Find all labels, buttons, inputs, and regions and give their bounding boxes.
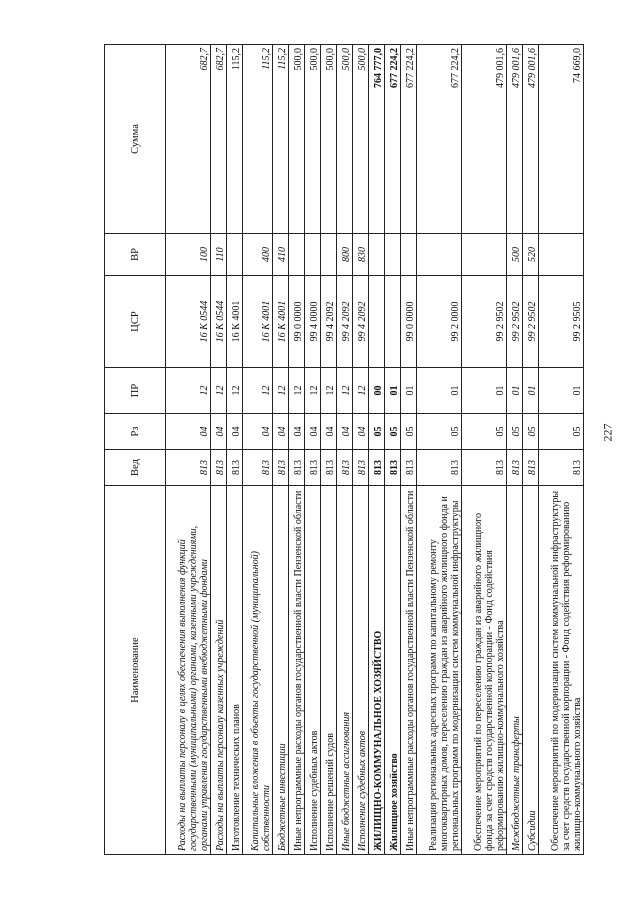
cell-sum: 764 777,0 (369, 45, 385, 234)
cell-vr: 500 (506, 234, 522, 276)
cell-pr: 12 (227, 368, 243, 414)
cell-ved: 813 (538, 450, 583, 486)
cell-sum: 677 224,2 (400, 45, 416, 234)
cell-pr: 12 (242, 368, 273, 414)
cell-pr: 01 (538, 368, 583, 414)
cell-name: Обеспечение мероприятий по модернизации систем коммунальной инфраструктуры за счет средств государственной корпорации - Фонд содействия реформированию жилищно-коммунального хозяйства (538, 486, 583, 855)
cell-ved: 813 (506, 450, 522, 486)
table-row (384, 45, 400, 855)
cell-sum: 500,0 (353, 45, 369, 234)
cell-sum: 677 224,2 (416, 45, 461, 234)
cell-sum: 500,0 (305, 45, 321, 234)
table-row (461, 45, 506, 855)
table-row (400, 45, 416, 855)
table-row (305, 45, 321, 855)
cell-name: Исполнение судебных актов (353, 486, 369, 855)
cell-ved: 813 (416, 450, 461, 486)
header-sum: Сумма (105, 45, 166, 234)
cell-csr: 99 4 2092 (337, 276, 353, 368)
cell-sum: 677 224,2 (384, 45, 400, 234)
cell-name: Исполнение решений судов (321, 486, 337, 855)
rotated-table-container (104, 45, 584, 855)
cell-vr: 800 (337, 234, 353, 276)
cell-ved: 813 (461, 450, 506, 486)
cell-vr (416, 234, 461, 276)
table-row (211, 45, 227, 855)
page-number: 227 (600, 423, 615, 442)
table-row (538, 45, 583, 855)
cell-csr: 99 2 0000 (416, 276, 461, 368)
cell-rz: 04 (211, 414, 227, 450)
cell-rz: 04 (321, 414, 337, 450)
cell-sum: 500,0 (289, 45, 305, 234)
cell-ved: 813 (305, 450, 321, 486)
table-row (289, 45, 305, 855)
cell-pr: 12 (353, 368, 369, 414)
table-header-row (105, 45, 166, 855)
cell-sum: 115,2 (242, 45, 273, 234)
cell-rz: 04 (289, 414, 305, 450)
cell-ved: 813 (211, 450, 227, 486)
cell-rz: 05 (369, 414, 385, 450)
cell-pr: 00 (369, 368, 385, 414)
cell-sum: 500,0 (321, 45, 337, 234)
cell-name: Иные непрограммные расходы органов государственной власти Пензенской области (289, 486, 305, 855)
cell-rz: 04 (242, 414, 273, 450)
table-row (369, 45, 385, 855)
header-vr: ВР (105, 234, 166, 276)
cell-pr: 12 (273, 368, 289, 414)
cell-vr: 400 (242, 234, 273, 276)
cell-name: Капитальные вложения в объекты государственной (муниципальной) собственности (242, 486, 273, 855)
cell-ved: 813 (400, 450, 416, 486)
cell-csr (384, 276, 400, 368)
cell-pr: 12 (289, 368, 305, 414)
cell-name: ЖИЛИЩНО-КОММУНАЛЬНОЕ ХОЗЯЙСТВО (369, 486, 385, 855)
cell-ved: 813 (384, 450, 400, 486)
cell-name: Расходы на выплаты персоналу казенных учреждений (211, 486, 227, 855)
cell-csr: 99 2 9505 (538, 276, 583, 368)
cell-csr: 16 К 4001 (242, 276, 273, 368)
cell-vr (384, 234, 400, 276)
cell-csr: 99 4 0000 (305, 276, 321, 368)
table-row (506, 45, 522, 855)
cell-vr (305, 234, 321, 276)
table-row (227, 45, 243, 855)
cell-vr: 410 (273, 234, 289, 276)
cell-name: Иные непрограммные расходы органов государственной власти Пензенской области (400, 486, 416, 855)
cell-pr: 12 (305, 368, 321, 414)
cell-name: Межбюджетные трансферты (506, 486, 522, 855)
cell-ved: 813 (242, 450, 273, 486)
cell-csr: 99 4 2092 (321, 276, 337, 368)
cell-rz: 05 (461, 414, 506, 450)
cell-vr (227, 234, 243, 276)
cell-rz: 05 (538, 414, 583, 450)
cell-rz: 05 (416, 414, 461, 450)
cell-vr (289, 234, 305, 276)
cell-pr: 12 (337, 368, 353, 414)
cell-pr: 01 (506, 368, 522, 414)
cell-name: Субсидии (522, 486, 538, 855)
cell-name: Жилищное хозяйство (384, 486, 400, 855)
header-rz: Рз (105, 414, 166, 450)
cell-vr: 830 (353, 234, 369, 276)
table-row (353, 45, 369, 855)
cell-sum: 479 001,6 (506, 45, 522, 234)
cell-csr: 16 К 0544 (211, 276, 227, 368)
cell-rz: 05 (384, 414, 400, 450)
cell-ved: 813 (273, 450, 289, 486)
cell-name: Реализация региональных адресных программ по капитальному ремонту многоквартирных домов, переселению граждан из аварийного жилищного фонда и региональных программ по модернизации систем коммунальной инфраструктуры (416, 486, 461, 855)
cell-vr (321, 234, 337, 276)
table-body (166, 45, 584, 855)
cell-sum: 479 001,6 (522, 45, 538, 234)
cell-name: Расходы на выплаты персоналу в целях обеспечения выполнения функций государственными (муниципальными) органами, казенными учреждениями, органами управления государственными внебюджетными фондами (166, 486, 211, 855)
cell-pr: 12 (166, 368, 211, 414)
cell-csr: 16 К 0544 (166, 276, 211, 368)
cell-pr: 01 (400, 368, 416, 414)
cell-csr (369, 276, 385, 368)
cell-csr: 99 2 9502 (522, 276, 538, 368)
cell-rz: 04 (337, 414, 353, 450)
cell-csr: 99 4 2092 (353, 276, 369, 368)
cell-rz: 04 (166, 414, 211, 450)
header-ved: Вед (105, 450, 166, 486)
cell-vr: 100 (166, 234, 211, 276)
cell-ved: 813 (353, 450, 369, 486)
cell-name: Исполнение судебных актов (305, 486, 321, 855)
cell-rz: 05 (522, 414, 538, 450)
cell-sum: 74 669,0 (538, 45, 583, 234)
cell-csr: 99 2 9502 (461, 276, 506, 368)
cell-csr: 16 К 4001 (227, 276, 243, 368)
cell-vr: 520 (522, 234, 538, 276)
cell-sum: 682,7 (166, 45, 211, 234)
cell-sum: 479 001,6 (461, 45, 506, 234)
cell-rz: 04 (227, 414, 243, 450)
cell-vr (369, 234, 385, 276)
cell-csr: 99 0 0000 (289, 276, 305, 368)
cell-name: Обеспечение мероприятий по переселению граждан из аварийного жилищного фонда за счет средств государственной корпорации - Фонд содействия реформированию жилищно-коммунального хозяйства (461, 486, 506, 855)
budget-table (104, 44, 584, 855)
cell-csr: 99 2 9502 (506, 276, 522, 368)
cell-name: Изготовление технических планов (227, 486, 243, 855)
header-pr: ПР (105, 368, 166, 414)
table-row (522, 45, 538, 855)
cell-ved: 813 (522, 450, 538, 486)
cell-rz: 04 (273, 414, 289, 450)
cell-rz: 04 (353, 414, 369, 450)
cell-ved: 813 (166, 450, 211, 486)
cell-pr: 01 (384, 368, 400, 414)
cell-ved: 813 (337, 450, 353, 486)
cell-csr: 99 0 0000 (400, 276, 416, 368)
cell-rz: 04 (305, 414, 321, 450)
cell-ved: 813 (227, 450, 243, 486)
budget-table-wrapper (104, 45, 584, 855)
cell-ved: 813 (289, 450, 305, 486)
table-row (242, 45, 273, 855)
cell-vr: 110 (211, 234, 227, 276)
cell-sum: 115,2 (273, 45, 289, 234)
cell-pr: 12 (321, 368, 337, 414)
cell-rz: 05 (400, 414, 416, 450)
table-row (321, 45, 337, 855)
cell-pr: 01 (416, 368, 461, 414)
header-name: Наименование (105, 486, 166, 855)
cell-pr: 01 (522, 368, 538, 414)
cell-vr (538, 234, 583, 276)
header-csr: ЦСР (105, 276, 166, 368)
table-row (166, 45, 211, 855)
cell-ved: 813 (321, 450, 337, 486)
cell-name: Иные бюджетные ассигнования (337, 486, 353, 855)
cell-ved: 813 (369, 450, 385, 486)
cell-vr (400, 234, 416, 276)
cell-sum: 115,2 (227, 45, 243, 234)
cell-name: Бюджетные инвестиции (273, 486, 289, 855)
cell-pr: 12 (211, 368, 227, 414)
cell-sum: 500,0 (337, 45, 353, 234)
table-row (337, 45, 353, 855)
cell-csr: 16 К 4001 (273, 276, 289, 368)
table-row (273, 45, 289, 855)
table-row (416, 45, 461, 855)
cell-rz: 05 (506, 414, 522, 450)
cell-sum: 682,7 (211, 45, 227, 234)
cell-vr (461, 234, 506, 276)
cell-pr: 01 (461, 368, 506, 414)
